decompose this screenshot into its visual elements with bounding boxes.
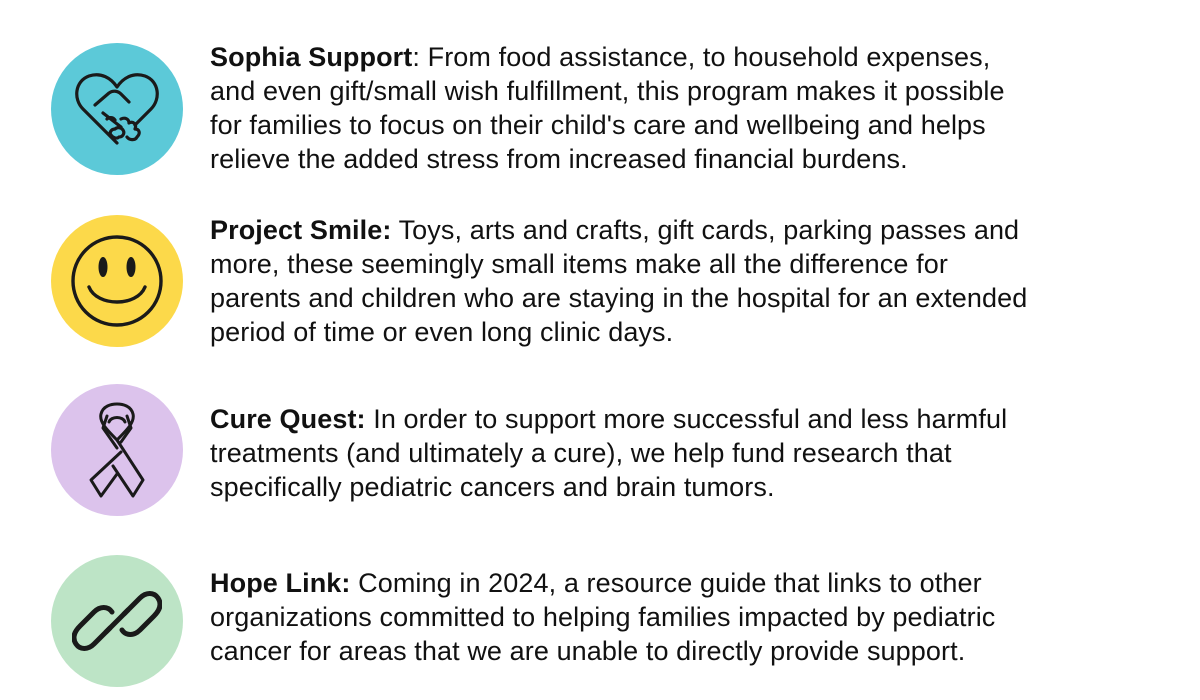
smiley-face-icon — [67, 231, 167, 331]
project-smile-line-4: period of time or even long clinic days. — [210, 317, 674, 347]
hope-link-line-1: Coming in 2024, a resource guide that links to other — [350, 568, 982, 598]
sophia-support-line-1: From food assistance, to household expenses, — [420, 42, 991, 72]
project-smile-title: Project Smile: — [210, 215, 392, 245]
chain-link-icon — [72, 576, 162, 666]
project-smile-icon-circle — [51, 215, 183, 347]
sophia-support-description — [210, 40, 1170, 176]
cure-quest-line-1: In order to support more successful and less harmful — [365, 404, 1008, 434]
project-smile-line-2: more, these seemingly small items make all the difference for — [210, 249, 948, 279]
handshake-heart-icon — [73, 69, 161, 149]
cure-quest-title: Cure Quest: — [210, 404, 366, 434]
sophia-support-line-3: for families to focus on their child's care and wellbeing and helps — [210, 110, 986, 140]
awareness-ribbon-icon — [77, 400, 157, 500]
sophia-support-icon-circle — [51, 43, 183, 175]
cure-quest-line-3: specifically pediatric cancers and brain tumors. — [210, 472, 775, 502]
cure-quest-line-2: treatments (and ultimately a cure), we help fund research that — [210, 438, 952, 468]
hope-link-title: Hope Link: — [210, 568, 351, 598]
cure-quest-description — [210, 402, 1170, 504]
cure-quest-icon-circle — [51, 384, 183, 516]
sophia-support-line-4: relieve the added stress from increased financial burdens. — [210, 144, 908, 174]
project-smile-line-1: Toys, arts and crafts, gift cards, parking passes and — [391, 215, 1020, 245]
project-smile-line-3: parents and children who are staying in the hospital for an extended — [210, 283, 1028, 313]
hope-link-icon-circle — [51, 555, 183, 687]
sophia-support-line-2: and even gift/small wish fulfillment, this program makes it possible — [210, 76, 1005, 106]
sophia-support-title-colon: : — [412, 42, 420, 72]
hope-link-line-2: organizations committed to helping families impacted by pediatric — [210, 602, 996, 632]
hope-link-description — [210, 566, 1170, 668]
sophia-support-title: Sophia Support — [210, 42, 413, 72]
project-smile-description — [210, 213, 1170, 349]
hope-link-line-3: cancer for areas that we are unable to directly provide support. — [210, 636, 966, 666]
